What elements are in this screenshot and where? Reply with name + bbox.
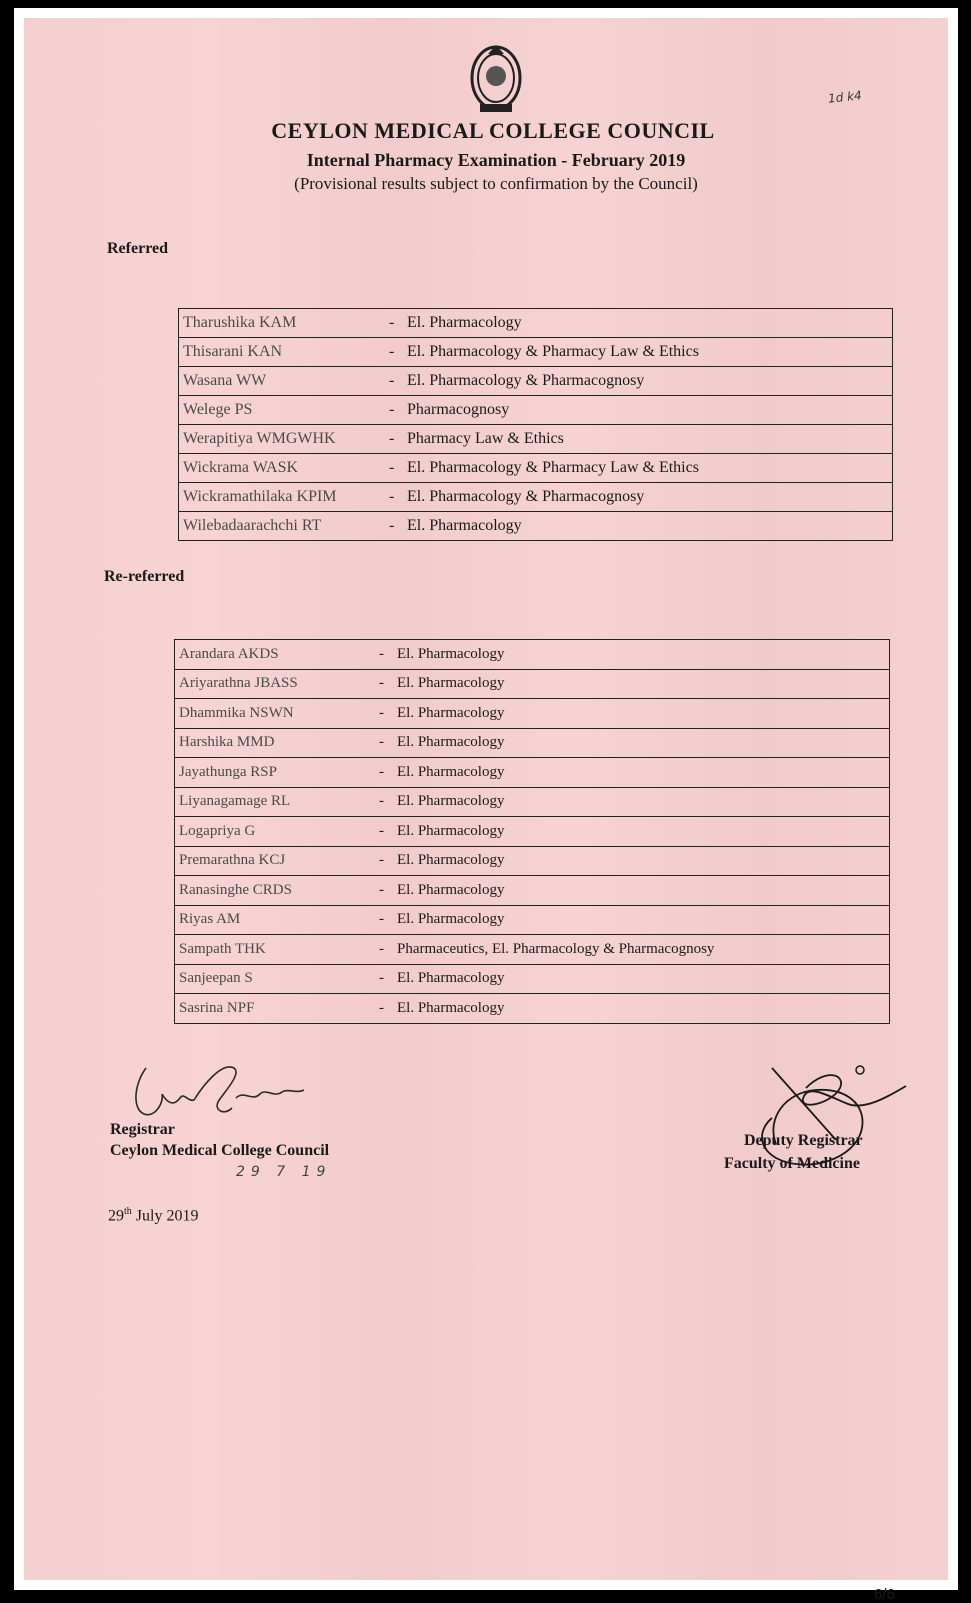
subjects-cell <box>379 699 890 729</box>
document-date: 29th July 2019 <box>108 1206 199 1225</box>
subject-list: El. Pharmacology <box>407 517 522 534</box>
student-name: Sasrina NPF <box>175 994 380 1024</box>
student-name: Jayathunga RSP <box>175 758 380 788</box>
table-row <box>175 817 890 847</box>
student-name: Wasana WW <box>179 367 390 396</box>
table-row <box>175 905 890 935</box>
subject-list: El. Pharmacology & Pharmacognosy <box>407 488 645 505</box>
subjects-cell <box>379 787 890 817</box>
deputy-registrar-organization: Faculty of Medicine <box>724 1155 860 1172</box>
subjects-cell <box>379 758 890 788</box>
student-name: Thisarani KAN <box>179 338 390 367</box>
subjects-cell <box>379 935 890 965</box>
registrar-label: Registrar <box>110 1121 175 1138</box>
dash-separator: - <box>379 675 384 692</box>
dash-separator: - <box>389 343 395 360</box>
student-name: Riyas AM <box>175 905 380 935</box>
subject-list: Pharmacy Law & Ethics <box>407 430 564 447</box>
rereferred-table <box>174 639 890 1024</box>
subjects-cell <box>389 309 893 338</box>
subject-list: El. Pharmacology <box>397 852 505 869</box>
subject-list: El. Pharmacology <box>397 793 505 810</box>
registrar-organization: Ceylon Medical College Council <box>110 1142 330 1159</box>
table-row <box>175 758 890 788</box>
student-name: Logapriya G <box>175 817 380 847</box>
student-name: Wickramathilaka KPIM <box>179 483 390 512</box>
subjects-cell <box>389 338 893 367</box>
table-row <box>175 935 890 965</box>
student-name: Liyanagamage RL <box>175 787 380 817</box>
dash-separator: - <box>379 999 384 1016</box>
student-name: Sanjeepan S <box>175 964 380 994</box>
subject-list: El. Pharmacology <box>397 911 505 928</box>
subject-list: El. Pharmacology & Pharmacy Law & Ethics <box>407 459 699 476</box>
subject-list: El. Pharmacology <box>397 675 505 692</box>
table-row <box>179 425 893 454</box>
dash-separator: - <box>389 314 395 331</box>
document-sheet <box>24 18 948 1603</box>
student-name: Werapitiya WMGWHK <box>179 425 390 454</box>
table-row <box>179 309 893 338</box>
referred-table <box>178 308 893 541</box>
subject-list: El. Pharmacology <box>397 999 505 1016</box>
table-row <box>179 483 893 512</box>
subject-list: El. Pharmacology & Pharmacy Law & Ethics <box>407 343 699 360</box>
subjects-cell <box>379 994 890 1024</box>
table-row <box>179 454 893 483</box>
student-name: Welege PS <box>179 396 390 425</box>
dash-separator: - <box>379 704 384 721</box>
dash-separator: - <box>389 459 395 476</box>
subjects-cell <box>389 483 893 512</box>
subject-list: El. Pharmacology & Pharmacognosy <box>407 372 645 389</box>
dash-separator: - <box>389 430 395 447</box>
table-row <box>179 396 893 425</box>
student-name: Tharushika KAM <box>179 309 390 338</box>
dash-separator: - <box>379 852 384 869</box>
dash-separator: - <box>379 940 384 957</box>
student-name: Sampath THK <box>175 935 380 965</box>
exam-title: Internal Pharmacy Examination - February 2019 <box>306 150 686 170</box>
table-row <box>175 640 890 670</box>
student-name: Wickrama WASK <box>179 454 390 483</box>
table-row <box>175 669 890 699</box>
table-row <box>175 846 890 876</box>
subjects-cell <box>379 876 890 906</box>
dash-separator: - <box>379 645 384 662</box>
subjects-cell <box>379 728 890 758</box>
handwritten-annotation: 1d k4 <box>827 88 863 106</box>
subject-list: El. Pharmacology <box>397 645 505 662</box>
dash-separator: - <box>379 911 384 928</box>
subject-list: Pharmacognosy <box>407 401 510 418</box>
table-row <box>175 699 890 729</box>
student-name: Premarathna KCJ <box>175 846 380 876</box>
page-number: 6/6 <box>874 1586 895 1603</box>
referred-heading: Referred <box>107 240 168 257</box>
table-row <box>179 367 893 396</box>
dash-separator: - <box>379 734 384 751</box>
table-row <box>179 338 893 367</box>
subjects-cell <box>379 817 890 847</box>
council-title: CEYLON MEDICAL COLLEGE COUNCIL <box>271 118 715 143</box>
table-row <box>175 964 890 994</box>
dash-separator: - <box>379 970 384 987</box>
provisional-note: (Provisional results subject to confirmation by the Council) <box>294 174 698 193</box>
student-name: Ariyarathna JBASS <box>175 669 380 699</box>
subjects-cell <box>389 425 893 454</box>
subjects-cell <box>389 454 893 483</box>
subject-list: El. Pharmacology <box>397 704 505 721</box>
subjects-cell <box>379 964 890 994</box>
student-name: Wilebadaarachchi RT <box>179 512 390 541</box>
subjects-cell <box>379 846 890 876</box>
subject-list: El. Pharmacology <box>407 314 522 331</box>
dash-separator: - <box>389 517 395 534</box>
student-name: Harshika MMD <box>175 728 380 758</box>
table-row <box>175 728 890 758</box>
table-row <box>175 994 890 1024</box>
subjects-cell <box>379 669 890 699</box>
sri-lanka-emblem-icon <box>466 40 526 118</box>
page-frame <box>14 8 958 1603</box>
handwritten-date: 29 7 19 <box>236 1164 332 1180</box>
dash-separator: - <box>389 401 395 418</box>
subjects-cell <box>389 512 893 541</box>
subjects-cell <box>389 396 893 425</box>
subjects-cell <box>389 367 893 396</box>
student-name: Arandara AKDS <box>175 640 380 670</box>
subject-list: El. Pharmacology <box>397 763 505 780</box>
dash-separator: - <box>389 488 395 505</box>
dash-separator: - <box>379 793 384 810</box>
subject-list: El. Pharmacology <box>397 881 505 898</box>
subjects-cell <box>379 640 890 670</box>
subject-list: El. Pharmacology <box>397 822 505 839</box>
deputy-registrar-label: Deputy Registrar <box>744 1132 863 1149</box>
subject-list: El. Pharmacology <box>397 970 505 987</box>
dash-separator: - <box>379 763 384 780</box>
subject-list: El. Pharmacology <box>397 734 505 751</box>
student-name: Ranasinghe CRDS <box>175 876 380 906</box>
subject-list: Pharmaceutics, El. Pharmacology & Pharmacognosy <box>397 940 715 957</box>
subjects-cell <box>379 905 890 935</box>
dash-separator: - <box>379 881 384 898</box>
table-row <box>175 876 890 906</box>
dash-separator: - <box>379 822 384 839</box>
rereferred-heading: Re-referred <box>104 568 185 585</box>
table-row <box>175 787 890 817</box>
dash-separator: - <box>389 372 395 389</box>
table-row <box>179 512 893 541</box>
student-name: Dhammika NSWN <box>175 699 380 729</box>
